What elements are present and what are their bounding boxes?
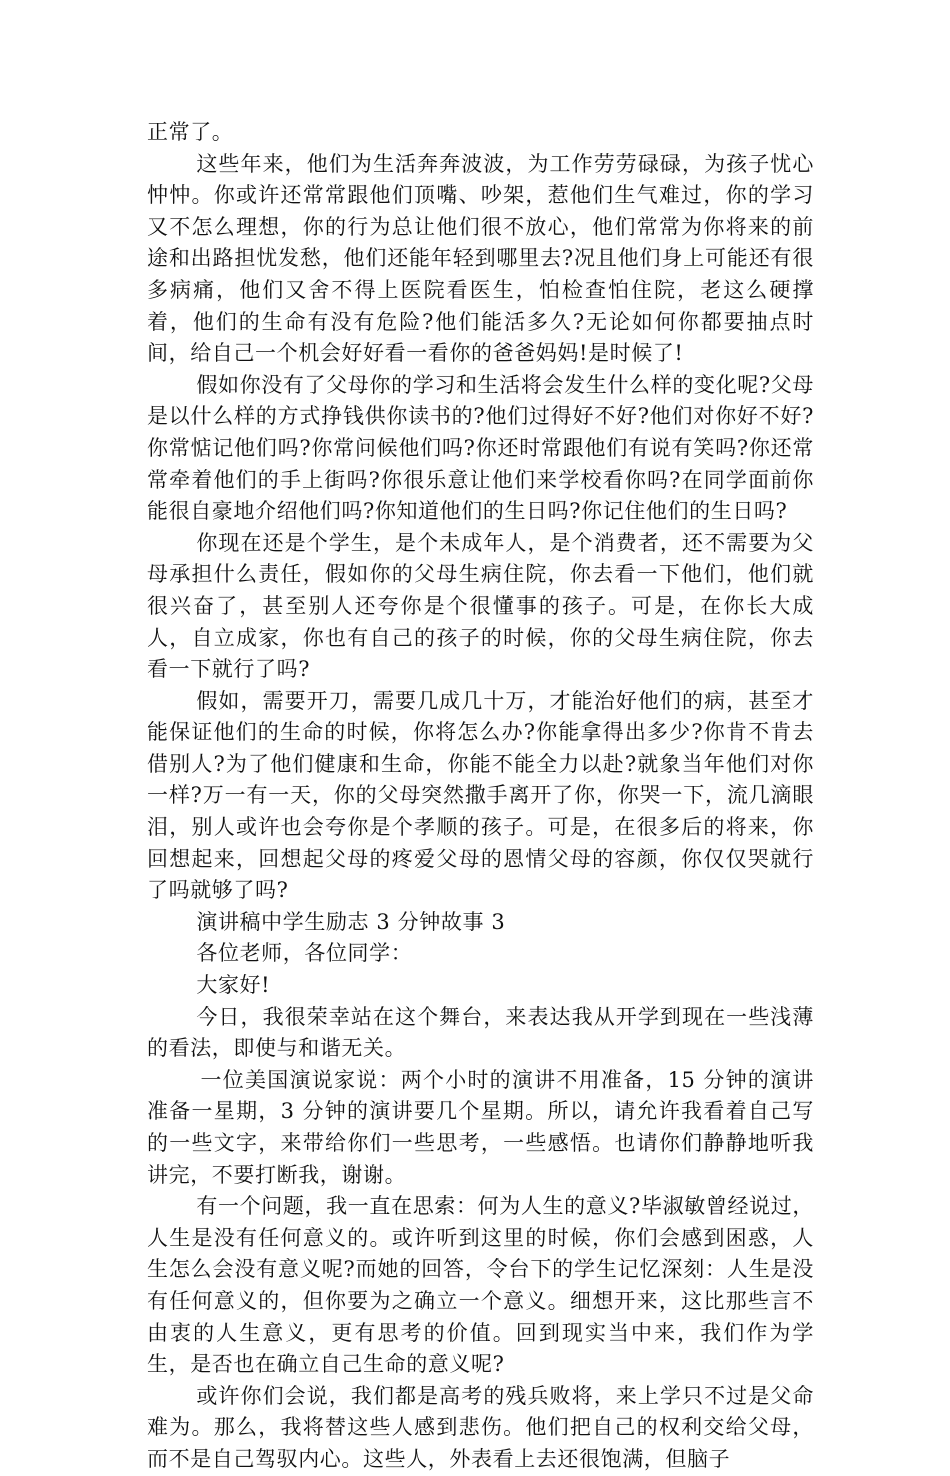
paragraph-continuation: 正常了。 xyxy=(147,120,234,144)
paragraph-today: 今日，我很荣幸站在这个舞台，来表达我从开学到现在一些浅薄的看法，即使与和谐无关。 xyxy=(147,1004,814,1061)
paragraph-without-parents: 假如你没有了父母你的学习和生活将会发生什么样的变化呢?父母是以什么样的方式挣钱供你读书的?他们过得好不好?他们对你好不好?你常惦记他们吗?你常问候他们吗?你还时常跟他们有说有笑吗?你还常常牵着他们的手上街吗?你很乐意让他们来学校看你吗?在同学面前你能很自豪地介绍他们吗?你知道他们的生日吗?你记住他们的生日吗? xyxy=(147,372,814,524)
paragraph-gaokao: 或许你们会说，我们都是高考的残兵败将，来上学只不过是父命难为。那么，我将替这些人感到悲伤。他们把自己的权利交给父母，而不是自己驾驭内心。这些人，外表看上去还很饱满，但脑子 xyxy=(147,1383,814,1471)
section-heading: 演讲稿中学生励志 3 分钟故事 3 xyxy=(196,909,506,934)
paragraph-student-responsibility: 你现在还是个学生，是个未成年人，是个消费者，还不需要为父母承担什么责任，假如你的父母生病住院，你去看一下他们，他们就很兴奋了，甚至别人还夸你是个很懂事的孩子。可是，在你长大成人，自立成家，你也有自己的孩子的时候，你的父母生病住院，你去看一下就行了吗? xyxy=(147,530,814,682)
paragraph-parents-hardship: 这些年来，他们为生活奔奔波波，为工作劳劳碌碌，为孩子忧心忡忡。你或许还常常跟他们顶嘴、吵架，惹他们生气难过，你的学习又不怎么理想，你的行为总让他们很不放心，他们常常为你将来的前途和出路担忧发愁，他们还能年轻到哪里去?况且他们身上可能还有很多病痛，他们又舍不得上医院看医生，怕检查怕住院，老这么硬撑着，他们的生命有没有危险?他们能活多久?无论如何你都要抽点时间，给自己一个机会好好看一看你的爸爸妈妈!是时候了! xyxy=(147,151,814,366)
document-page xyxy=(147,117,814,1476)
paragraph-surgery: 假如，需要开刀，需要几成几十万，才能治好他们的病，甚至才能保证他们的生命的时候，你将怎么办?你能拿得出多少?你肯不肯去借别人?为了他们健康和生命，你能不能全力以赴?就象当年他们对你一样?万一有一天，你的父母突然撒手离开了你，你哭一下，流几滴眼泪，别人或许也会夸你是个孝顺的孩子。可是，在很多后的将来，你回想起来，回想起父母的疼爱父母的恩情父母的容颜，你仅仅哭就行了吗就够了吗? xyxy=(147,688,814,903)
greeting-hello: 大家好! xyxy=(196,973,271,998)
paragraph-american-speaker: 一位美国演说家说：两个小时的演讲不用准备，15 分钟的演讲准备一星期，3 分钟的演讲要几个星期。所以，请允许我看着自己写的一些文字，来带给你们一些思考，一些感悟。也请你们静静地听我讲完，不要打断我，谢谢。 xyxy=(147,1067,814,1187)
paragraph-meaning-of-life: 有一个问题，我一直在思索：何为人生的意义?毕淑敏曾经说过，人生是没有任何意义的。或许听到这里的时候，你们会感到困惑，人生怎么会没有意义呢?而她的回答，令台下的学生记忆深刻：人生是没有任何意义的，但你要为之确立一个意义。细想开来，这比那些言不由衷的人生意义，更有思考的价值。回到现实当中来，我们作为学生，是否也在确立自己生命的意义呢? xyxy=(147,1194,814,1377)
greeting-audience: 各位老师，各位同学： xyxy=(196,941,413,966)
